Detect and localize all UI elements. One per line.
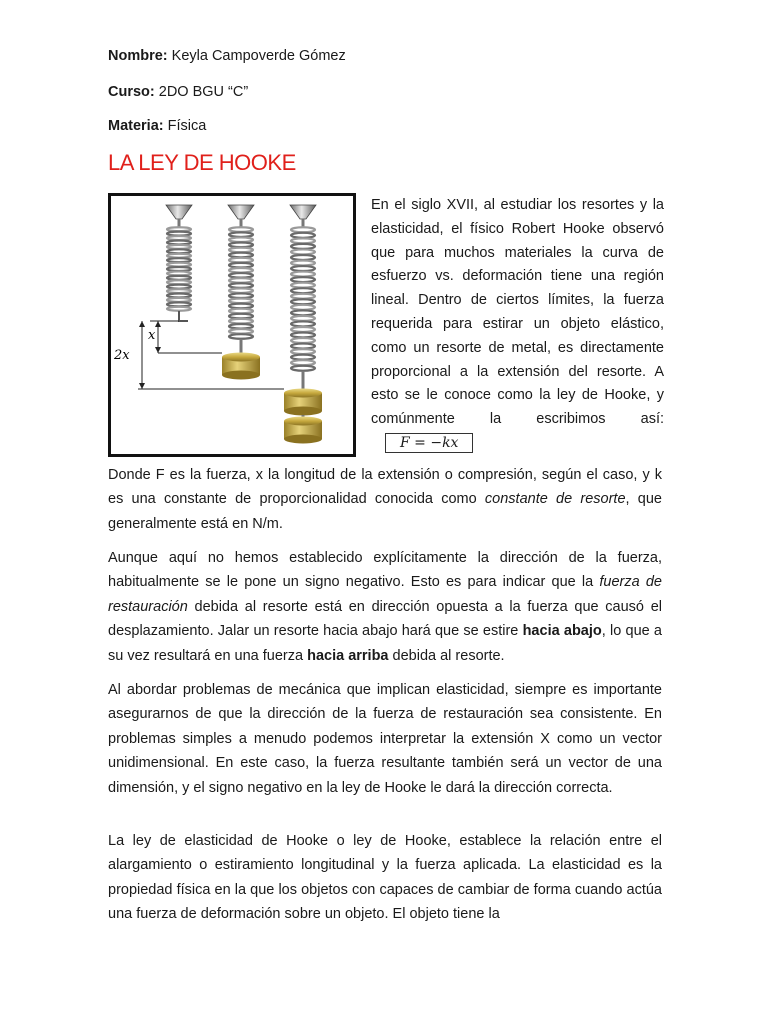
p2-bold-down: hacia abajo	[522, 623, 602, 640]
paragraph-direction	[108, 546, 662, 668]
weight-2	[284, 389, 322, 416]
page-title: LA LEY DE HOOKE	[108, 150, 296, 175]
weight-1	[222, 353, 260, 380]
p2-text-e: , lo que a su vez resultará en una fuerza	[108, 623, 662, 664]
name-label: Nombre:	[108, 48, 168, 64]
hooke-springs-figure	[108, 193, 356, 457]
course-value: 2DO BGU “C”	[158, 84, 249, 100]
p2-italic-term: fuerza de restauración	[108, 574, 662, 615]
p1-italic-term: constante de resorte	[484, 491, 626, 508]
name-value: Keyla Campoverde Gómez	[171, 48, 346, 64]
course-label: Curso:	[108, 84, 155, 100]
weight-3	[284, 417, 322, 444]
subject-label: Materia:	[108, 118, 164, 134]
student-name-line	[108, 48, 346, 64]
label-x: x	[148, 328, 156, 343]
intro-paragraph	[371, 194, 664, 456]
p2-text-g: debida al resorte.	[388, 647, 505, 664]
spring-3-rod	[302, 371, 305, 391]
p1-text-c: , que generalmente está en N/m.	[108, 491, 662, 532]
spring-2-rod	[240, 339, 243, 353]
paragraph-elasticity: La ley de elasticidad de Hooke o ley de Hooke, establece la relación entre el alargamiento o estiramiento longitudinal y la fuerza aplicada. La elasticidad es la propiedad física en la que los objetos con capaces de cambiar de forma cuando actúa una fuerza de deformación sobre un objeto. El objeto tiene la	[108, 833, 662, 923]
p2-text-c: debida al resorte está en dirección opuesta a la fuerza que causó el desplazamiento. Jalar un resorte hacia abajo hará que se estire	[108, 598, 662, 640]
p1-text-a: Donde F es la fuerza, x la longitud de la extensión o compresión, según el caso, y k es una constante de proporcionalidad conocida como	[108, 467, 662, 508]
p2-text-a: Aunque aquí no hemos establecido explícitamente la dirección de la fuerza, habitualmente se le pone un signo negativo. Esto es para indicar que la	[108, 550, 662, 591]
paragraph-definition	[108, 463, 662, 536]
subject-value: Física	[167, 118, 207, 134]
subject-line	[108, 118, 206, 134]
hooke-formula: F = −kx	[385, 433, 473, 453]
course-line	[108, 84, 248, 100]
label-2x: 2x	[114, 348, 130, 363]
paragraph-mechanics: Al abordar problemas de mecánica que implican elasticidad, siempre es importante asegurarnos de que la dirección de la fuerza de restauración sea consistente. En problemas simples a menudo podemos interpretar la extensión X como un vector unidimensional. En este caso, la fuerza resultante también será un vector de una dimensión, y el signo negativo en la ley de Hooke le dará la dirección correcta.	[108, 682, 662, 796]
p2-bold-up: hacia arriba	[307, 647, 389, 664]
spring-3	[291, 227, 315, 370]
intro-text: En el siglo XVII, al estudiar los resortes y la elasticidad, el físico Robert Hooke observó que para muchos materiales la curva de esfuerzo vs. deformación tiene una región lineal. Dentro de ciertos límites, la fuerza requerida para estirar un objeto elástico, como un resorte de metal, es directamente proporcional a la extensión del resorte. A esto se le conoce como la ley de Hooke, y comúnmente la escribimos así:	[371, 197, 664, 428]
